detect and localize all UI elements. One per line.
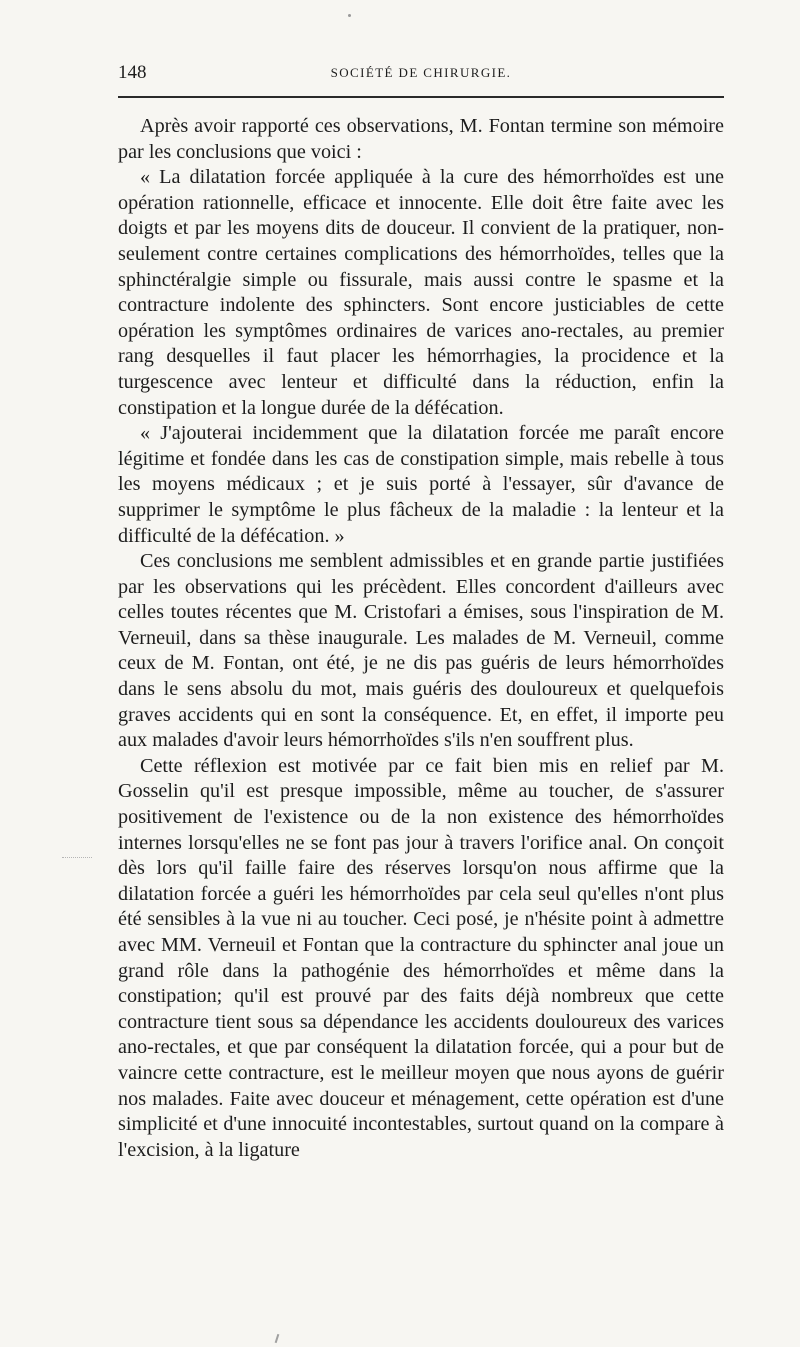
paragraph: « J'ajouterai incidemment que la dilatation forcée me paraît encore légitime et fondée dans les cas de constipation simple, mais rebelle à tous les moyens médicaux ; et je suis porté à l'essayer, sûr d'avance de supprimer le symptôme le plus fâcheux de la maladie : la lenteur et la difficulté de la défécation. » [118, 422, 724, 547]
print-speck [275, 1334, 280, 1343]
paragraph: « La dilatation forcée appliquée à la cure des hémorrhoïdes est une opération rationnelle, efficace et innocente. Elle doit être faite avec les doigts et par les moyens dits de douceur. Il convient de la pratiquer, non-seulement contre certaines complications des hémorrhoïdes, telles que la sphinctéralgie simple ou fissurale, mais aussi contre le spasme et la contracture indolente des sphincters. Sont encore justiciables de cette opération les symptômes ordinaires de varices ano-rectales, au premier rang desquelles il faut placer les hémorrhagies, la procidence et la turgescence avec lenteur et difficulté dans la réduction, enfin la constipation et la longue durée de la défécation. [118, 166, 724, 419]
page-header [118, 62, 724, 84]
header-rule [118, 96, 724, 98]
paragraph: Après avoir rapporté ces observations, M. Fontan termine son mémoire par les conclusions que voici : [118, 115, 724, 163]
margin-mark [62, 857, 92, 858]
body-text [118, 114, 724, 1163]
paragraph: Ces conclusions me semblent admissibles et en grande partie justifiées par les observations qui les précèdent. Elles concordent d'ailleurs avec celles toutes récentes que M. Cristofari a émises, sous l'inspiration de M. Verneuil, dans sa thèse inaugurale. Les malades de M. Verneuil, comme ceux de M. Fontan, ont été, je ne dis pas guéris de leurs hémorrhoïdes dans le sens absolu du mot, mais guéris des douloureux et quelquefois graves accidents qui en sont la conséquence. Et, en effet, il importe peu aux malades d'avoir leurs hémorrhoïdes s'ils n'en souffrent plus. [118, 550, 724, 752]
page-number: 148 [118, 62, 147, 83]
print-speck [348, 14, 351, 17]
paragraph: Cette réflexion est motivée par ce fait bien mis en relief par M. Gosselin qu'il est presque impossible, même au toucher, de s'assurer positivement de l'existence ou de la non existence des hémorrhoïdes internes lorsqu'elles ne se font pas jour à travers l'orifice anal. On conçoit dès lors qu'il faille faire des réserves lorsqu'on nous affirme que la dilatation forcée a guéri les hémorrhoïdes par cela seul qu'elles n'ont plus été sensibles à la vue ni au toucher. Ceci posé, je n'hésite point à admettre avec MM. Verneuil et Fontan que la contracture du sphincter anal joue un grand rôle dans la pathogénie des hémorrhoïdes et même dans la constipation; qu'il est prouvé par des faits déjà nombreux que cette contracture tient sous sa dépendance les accidents douloureux des varices ano-rectales, et que par conséquent la dilatation forcée, qui a pour but de vaincre cette contracture, est le meilleur moyen que nous ayons de guérir nos malades. Faite avec douceur et ménagement, cette opération est d'une simplicité et d'une innocuité incontestables, surtout quand on la compare à l'excision, à la ligature [118, 754, 724, 1161]
running-head: SOCIÉTÉ DE CHIRURGIE. [330, 65, 512, 80]
